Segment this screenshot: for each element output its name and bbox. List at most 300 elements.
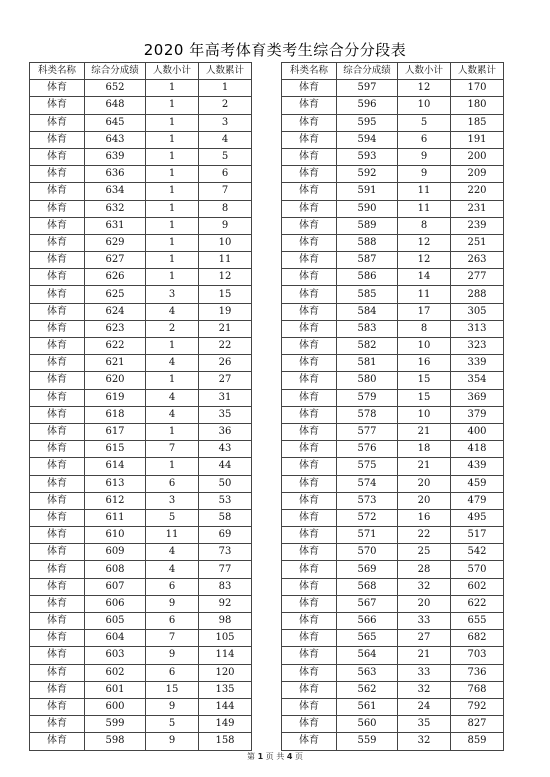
cell-count: 4 bbox=[146, 303, 199, 320]
cell-score: 575 bbox=[337, 458, 398, 475]
table-row bbox=[30, 114, 252, 131]
table-row bbox=[30, 475, 252, 492]
cell-score: 619 bbox=[85, 389, 146, 406]
cell-score: 595 bbox=[337, 114, 398, 131]
table-row bbox=[30, 148, 252, 165]
cell-score: 570 bbox=[337, 544, 398, 561]
cell-count: 12 bbox=[398, 234, 451, 251]
cell-score: 571 bbox=[337, 527, 398, 544]
cell-subject: 体育 bbox=[282, 509, 337, 526]
cell-subject: 体育 bbox=[282, 166, 337, 183]
table-row bbox=[30, 630, 252, 647]
table-row bbox=[282, 544, 504, 561]
cell-score: 601 bbox=[85, 681, 146, 698]
cell-subject: 体育 bbox=[282, 338, 337, 355]
cell-cumulative: 602 bbox=[451, 578, 504, 595]
score-table-left bbox=[29, 62, 252, 751]
cell-cumulative: 323 bbox=[451, 338, 504, 355]
cell-score: 562 bbox=[337, 681, 398, 698]
cell-score: 631 bbox=[85, 217, 146, 234]
cell-count: 16 bbox=[398, 509, 451, 526]
cell-subject: 体育 bbox=[282, 681, 337, 698]
cell-cumulative: 305 bbox=[451, 303, 504, 320]
cell-subject: 体育 bbox=[282, 406, 337, 423]
cell-count: 4 bbox=[146, 355, 199, 372]
cell-cumulative: 251 bbox=[451, 234, 504, 251]
cell-count: 1 bbox=[146, 458, 199, 475]
cell-cumulative: 185 bbox=[451, 114, 504, 131]
cell-subject: 体育 bbox=[30, 114, 85, 131]
cell-count: 1 bbox=[146, 131, 199, 148]
cell-cumulative: 622 bbox=[451, 595, 504, 612]
table-row bbox=[30, 80, 252, 97]
cell-score: 594 bbox=[337, 131, 398, 148]
cell-score: 617 bbox=[85, 423, 146, 440]
table-row bbox=[282, 527, 504, 544]
cell-cumulative: 15 bbox=[199, 286, 252, 303]
table-row bbox=[282, 406, 504, 423]
cell-count: 14 bbox=[398, 269, 451, 286]
cell-cumulative: 114 bbox=[199, 647, 252, 664]
cell-score: 606 bbox=[85, 595, 146, 612]
cell-cumulative: 459 bbox=[451, 475, 504, 492]
cell-score: 596 bbox=[337, 97, 398, 114]
cell-subject: 体育 bbox=[282, 664, 337, 681]
cell-subject: 体育 bbox=[30, 578, 85, 595]
table-row bbox=[30, 647, 252, 664]
cell-count: 4 bbox=[146, 544, 199, 561]
table-row bbox=[30, 200, 252, 217]
table-row bbox=[282, 509, 504, 526]
cell-count: 1 bbox=[146, 183, 199, 200]
table-row bbox=[282, 458, 504, 475]
cell-count: 9 bbox=[146, 698, 199, 715]
cell-score: 611 bbox=[85, 509, 146, 526]
cell-subject: 体育 bbox=[282, 303, 337, 320]
cell-subject: 体育 bbox=[30, 698, 85, 715]
cell-cumulative: 77 bbox=[199, 561, 252, 578]
cell-subject: 体育 bbox=[282, 578, 337, 595]
cell-count: 32 bbox=[398, 681, 451, 698]
cell-cumulative: 170 bbox=[451, 80, 504, 97]
cell-subject: 体育 bbox=[282, 733, 337, 750]
cell-subject: 体育 bbox=[282, 716, 337, 733]
header-score: 综合分成绩 bbox=[337, 63, 398, 80]
cell-count: 1 bbox=[146, 269, 199, 286]
cell-score: 643 bbox=[85, 131, 146, 148]
header-score: 综合分成绩 bbox=[85, 63, 146, 80]
cell-count: 1 bbox=[146, 372, 199, 389]
cell-cumulative: 149 bbox=[199, 716, 252, 733]
header-cumulative: 人数累计 bbox=[451, 63, 504, 80]
table-row bbox=[30, 183, 252, 200]
table-row bbox=[282, 698, 504, 715]
cell-cumulative: 2 bbox=[199, 97, 252, 114]
cell-score: 626 bbox=[85, 269, 146, 286]
cell-cumulative: 27 bbox=[199, 372, 252, 389]
cell-subject: 体育 bbox=[30, 475, 85, 492]
table-row bbox=[282, 664, 504, 681]
cell-score: 622 bbox=[85, 338, 146, 355]
table-row bbox=[282, 561, 504, 578]
cell-cumulative: 517 bbox=[451, 527, 504, 544]
table-row bbox=[30, 492, 252, 509]
cell-cumulative: 120 bbox=[199, 664, 252, 681]
cell-cumulative: 135 bbox=[199, 681, 252, 698]
cell-score: 564 bbox=[337, 647, 398, 664]
cell-subject: 体育 bbox=[282, 595, 337, 612]
footer-suffix: 页 bbox=[294, 752, 303, 761]
cell-count: 8 bbox=[398, 320, 451, 337]
cell-cumulative: 98 bbox=[199, 613, 252, 630]
cell-score: 634 bbox=[85, 183, 146, 200]
table-row bbox=[282, 733, 504, 750]
table-row bbox=[30, 698, 252, 715]
cell-subject: 体育 bbox=[282, 698, 337, 715]
cell-count: 33 bbox=[398, 613, 451, 630]
cell-score: 613 bbox=[85, 475, 146, 492]
table-row bbox=[30, 681, 252, 698]
cell-subject: 体育 bbox=[282, 372, 337, 389]
table-row bbox=[30, 286, 252, 303]
cell-score: 603 bbox=[85, 647, 146, 664]
cell-cumulative: 11 bbox=[199, 252, 252, 269]
cell-count: 9 bbox=[146, 733, 199, 750]
cell-score: 599 bbox=[85, 716, 146, 733]
cell-subject: 体育 bbox=[282, 544, 337, 561]
table-row bbox=[282, 613, 504, 630]
cell-subject: 体育 bbox=[30, 355, 85, 372]
table-row bbox=[30, 716, 252, 733]
table-row bbox=[30, 355, 252, 372]
cell-score: 559 bbox=[337, 733, 398, 750]
cell-cumulative: 92 bbox=[199, 595, 252, 612]
cell-cumulative: 144 bbox=[199, 698, 252, 715]
cell-score: 624 bbox=[85, 303, 146, 320]
table-row bbox=[282, 252, 504, 269]
table-row bbox=[282, 355, 504, 372]
cell-cumulative: 44 bbox=[199, 458, 252, 475]
cell-subject: 体育 bbox=[282, 458, 337, 475]
cell-score: 592 bbox=[337, 166, 398, 183]
cell-subject: 体育 bbox=[282, 80, 337, 97]
cell-score: 579 bbox=[337, 389, 398, 406]
table-row bbox=[282, 423, 504, 440]
table-row bbox=[30, 269, 252, 286]
cell-subject: 体育 bbox=[282, 355, 337, 372]
cell-count: 12 bbox=[398, 80, 451, 97]
table-row bbox=[282, 372, 504, 389]
table-row bbox=[282, 234, 504, 251]
cell-count: 9 bbox=[146, 647, 199, 664]
table-row bbox=[30, 578, 252, 595]
table-row bbox=[282, 269, 504, 286]
cell-cumulative: 263 bbox=[451, 252, 504, 269]
cell-score: 627 bbox=[85, 252, 146, 269]
cell-subject: 体育 bbox=[30, 458, 85, 475]
cell-count: 11 bbox=[398, 183, 451, 200]
cell-count: 17 bbox=[398, 303, 451, 320]
cell-cumulative: 792 bbox=[451, 698, 504, 715]
cell-subject: 体育 bbox=[282, 200, 337, 217]
table-row bbox=[30, 733, 252, 750]
cell-count: 1 bbox=[146, 148, 199, 165]
cell-score: 608 bbox=[85, 561, 146, 578]
cell-cumulative: 158 bbox=[199, 733, 252, 750]
cell-count: 25 bbox=[398, 544, 451, 561]
cell-subject: 体育 bbox=[30, 423, 85, 440]
table-row bbox=[282, 492, 504, 509]
cell-score: 605 bbox=[85, 613, 146, 630]
cell-score: 639 bbox=[85, 148, 146, 165]
cell-subject: 体育 bbox=[30, 252, 85, 269]
header-subject: 科类名称 bbox=[282, 63, 337, 80]
cell-count: 11 bbox=[398, 286, 451, 303]
table-row bbox=[30, 338, 252, 355]
cell-score: 578 bbox=[337, 406, 398, 423]
cell-cumulative: 3 bbox=[199, 114, 252, 131]
cell-count: 20 bbox=[398, 475, 451, 492]
cell-subject: 体育 bbox=[30, 234, 85, 251]
table-row bbox=[282, 475, 504, 492]
cell-subject: 体育 bbox=[30, 269, 85, 286]
table-row bbox=[282, 595, 504, 612]
cell-count: 10 bbox=[398, 97, 451, 114]
table-row bbox=[30, 303, 252, 320]
header-count: 人数小计 bbox=[146, 63, 199, 80]
cell-cumulative: 191 bbox=[451, 131, 504, 148]
cell-subject: 体育 bbox=[30, 527, 85, 544]
cell-subject: 体育 bbox=[282, 630, 337, 647]
cell-subject: 体育 bbox=[282, 475, 337, 492]
cell-subject: 体育 bbox=[282, 613, 337, 630]
table-row bbox=[30, 561, 252, 578]
cell-score: 577 bbox=[337, 423, 398, 440]
table-row bbox=[282, 681, 504, 698]
cell-cumulative: 400 bbox=[451, 423, 504, 440]
cell-cumulative: 12 bbox=[199, 269, 252, 286]
cell-count: 20 bbox=[398, 595, 451, 612]
cell-count: 20 bbox=[398, 492, 451, 509]
cell-cumulative: 339 bbox=[451, 355, 504, 372]
cell-score: 584 bbox=[337, 303, 398, 320]
cell-cumulative: 50 bbox=[199, 475, 252, 492]
table-row bbox=[282, 647, 504, 664]
cell-subject: 体育 bbox=[30, 97, 85, 114]
cell-count: 10 bbox=[398, 338, 451, 355]
cell-cumulative: 8 bbox=[199, 200, 252, 217]
cell-count: 1 bbox=[146, 114, 199, 131]
cell-score: 569 bbox=[337, 561, 398, 578]
cell-count: 32 bbox=[398, 733, 451, 750]
cell-subject: 体育 bbox=[282, 97, 337, 114]
cell-cumulative: 542 bbox=[451, 544, 504, 561]
cell-cumulative: 379 bbox=[451, 406, 504, 423]
cell-cumulative: 83 bbox=[199, 578, 252, 595]
cell-count: 18 bbox=[398, 441, 451, 458]
cell-count: 22 bbox=[398, 527, 451, 544]
table-row bbox=[30, 527, 252, 544]
cell-count: 5 bbox=[146, 509, 199, 526]
table-row bbox=[30, 441, 252, 458]
score-table-right bbox=[281, 62, 504, 751]
cell-count: 1 bbox=[146, 166, 199, 183]
cell-subject: 体育 bbox=[30, 681, 85, 698]
cell-cumulative: 9 bbox=[199, 217, 252, 234]
table-row bbox=[282, 97, 504, 114]
cell-count: 35 bbox=[398, 716, 451, 733]
cell-cumulative: 36 bbox=[199, 423, 252, 440]
cell-count: 21 bbox=[398, 647, 451, 664]
cell-count: 4 bbox=[146, 389, 199, 406]
cell-score: 585 bbox=[337, 286, 398, 303]
table-row bbox=[282, 286, 504, 303]
cell-cumulative: 53 bbox=[199, 492, 252, 509]
cell-cumulative: 31 bbox=[199, 389, 252, 406]
cell-count: 5 bbox=[398, 114, 451, 131]
cell-score: 614 bbox=[85, 458, 146, 475]
cell-score: 587 bbox=[337, 252, 398, 269]
cell-count: 10 bbox=[398, 406, 451, 423]
cell-score: 573 bbox=[337, 492, 398, 509]
cell-count: 2 bbox=[146, 320, 199, 337]
cell-count: 6 bbox=[146, 613, 199, 630]
cell-score: 610 bbox=[85, 527, 146, 544]
table-row bbox=[30, 97, 252, 114]
cell-subject: 体育 bbox=[30, 166, 85, 183]
cell-subject: 体育 bbox=[30, 733, 85, 750]
cell-cumulative: 43 bbox=[199, 441, 252, 458]
cell-subject: 体育 bbox=[30, 613, 85, 630]
footer-middle: 页 共 bbox=[265, 752, 285, 761]
cell-count: 6 bbox=[146, 475, 199, 492]
table-row bbox=[30, 423, 252, 440]
table-row bbox=[282, 80, 504, 97]
cell-count: 11 bbox=[398, 200, 451, 217]
cell-subject: 体育 bbox=[282, 561, 337, 578]
cell-score: 580 bbox=[337, 372, 398, 389]
cell-score: 636 bbox=[85, 166, 146, 183]
cell-score: 583 bbox=[337, 320, 398, 337]
cell-subject: 体育 bbox=[30, 372, 85, 389]
cell-score: 645 bbox=[85, 114, 146, 131]
cell-subject: 体育 bbox=[30, 131, 85, 148]
cell-score: 621 bbox=[85, 355, 146, 372]
cell-score: 618 bbox=[85, 406, 146, 423]
cell-subject: 体育 bbox=[282, 148, 337, 165]
cell-count: 9 bbox=[398, 166, 451, 183]
cell-subject: 体育 bbox=[30, 200, 85, 217]
cell-count: 33 bbox=[398, 664, 451, 681]
cell-subject: 体育 bbox=[30, 183, 85, 200]
cell-score: 629 bbox=[85, 234, 146, 251]
table-row bbox=[282, 338, 504, 355]
cell-score: 615 bbox=[85, 441, 146, 458]
cell-score: 590 bbox=[337, 200, 398, 217]
cell-subject: 体育 bbox=[30, 286, 85, 303]
cell-count: 15 bbox=[398, 372, 451, 389]
cell-subject: 体育 bbox=[30, 148, 85, 165]
cell-subject: 体育 bbox=[282, 320, 337, 337]
cell-count: 6 bbox=[398, 131, 451, 148]
cell-cumulative: 22 bbox=[199, 338, 252, 355]
cell-count: 1 bbox=[146, 217, 199, 234]
cell-count: 21 bbox=[398, 458, 451, 475]
cell-subject: 体育 bbox=[282, 183, 337, 200]
cell-subject: 体育 bbox=[282, 131, 337, 148]
cell-subject: 体育 bbox=[30, 664, 85, 681]
cell-subject: 体育 bbox=[30, 716, 85, 733]
cell-count: 3 bbox=[146, 286, 199, 303]
cell-subject: 体育 bbox=[30, 441, 85, 458]
cell-cumulative: 209 bbox=[451, 166, 504, 183]
cell-count: 27 bbox=[398, 630, 451, 647]
cell-count: 7 bbox=[146, 441, 199, 458]
cell-cumulative: 26 bbox=[199, 355, 252, 372]
table-row bbox=[30, 234, 252, 251]
cell-score: 612 bbox=[85, 492, 146, 509]
cell-subject: 体育 bbox=[30, 389, 85, 406]
cell-cumulative: 703 bbox=[451, 647, 504, 664]
cell-count: 1 bbox=[146, 200, 199, 217]
cell-subject: 体育 bbox=[282, 527, 337, 544]
cell-score: 576 bbox=[337, 441, 398, 458]
table-row bbox=[282, 183, 504, 200]
cell-cumulative: 495 bbox=[451, 509, 504, 526]
cell-score: 582 bbox=[337, 338, 398, 355]
table-row bbox=[30, 320, 252, 337]
cell-score: 597 bbox=[337, 80, 398, 97]
table-row bbox=[282, 166, 504, 183]
cell-cumulative: 418 bbox=[451, 441, 504, 458]
cell-cumulative: 6 bbox=[199, 166, 252, 183]
table-row bbox=[30, 166, 252, 183]
table-row bbox=[30, 509, 252, 526]
cell-score: 609 bbox=[85, 544, 146, 561]
cell-cumulative: 200 bbox=[451, 148, 504, 165]
cell-count: 4 bbox=[146, 561, 199, 578]
cell-count: 4 bbox=[146, 406, 199, 423]
footer-current-page: 1 bbox=[257, 752, 264, 761]
cell-subject: 体育 bbox=[30, 406, 85, 423]
cell-score: 604 bbox=[85, 630, 146, 647]
table-row bbox=[282, 630, 504, 647]
cell-count: 1 bbox=[146, 97, 199, 114]
cell-cumulative: 4 bbox=[199, 131, 252, 148]
cell-subject: 体育 bbox=[30, 217, 85, 234]
cell-cumulative: 682 bbox=[451, 630, 504, 647]
cell-subject: 体育 bbox=[30, 509, 85, 526]
cell-cumulative: 570 bbox=[451, 561, 504, 578]
cell-cumulative: 239 bbox=[451, 217, 504, 234]
table-row bbox=[282, 200, 504, 217]
header-count: 人数小计 bbox=[398, 63, 451, 80]
table-row bbox=[282, 716, 504, 733]
cell-score: 572 bbox=[337, 509, 398, 526]
cell-score: 563 bbox=[337, 664, 398, 681]
cell-score: 591 bbox=[337, 183, 398, 200]
cell-cumulative: 73 bbox=[199, 544, 252, 561]
cell-score: 567 bbox=[337, 595, 398, 612]
cell-cumulative: 736 bbox=[451, 664, 504, 681]
cell-subject: 体育 bbox=[282, 252, 337, 269]
cell-cumulative: 827 bbox=[451, 716, 504, 733]
cell-cumulative: 7 bbox=[199, 183, 252, 200]
cell-subject: 体育 bbox=[30, 80, 85, 97]
cell-cumulative: 313 bbox=[451, 320, 504, 337]
cell-count: 16 bbox=[398, 355, 451, 372]
cell-count: 9 bbox=[398, 148, 451, 165]
